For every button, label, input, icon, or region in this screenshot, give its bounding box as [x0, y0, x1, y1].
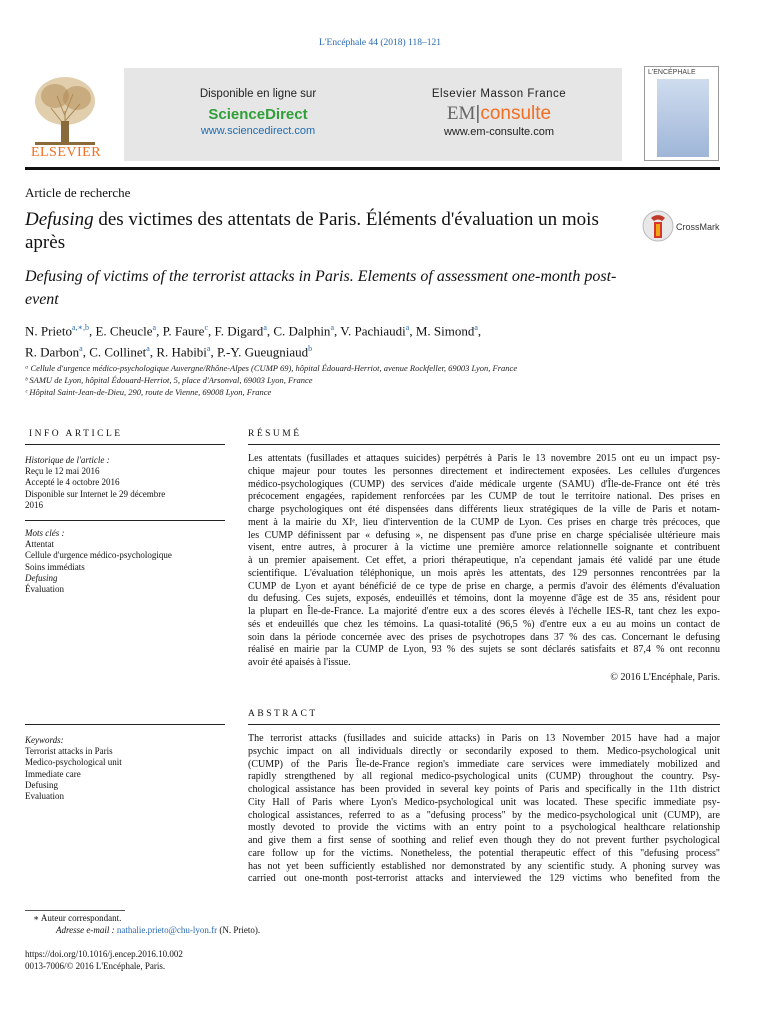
cover-image — [657, 79, 709, 157]
abstract-text — [248, 733, 720, 886]
history-list — [25, 466, 225, 511]
mots-cles-item: Attentat — [25, 539, 54, 550]
author-separator: , — [266, 323, 274, 339]
abstract-line: chological assistance has been provided in several key points of Paris and specifically in the 11th district — [248, 784, 720, 795]
author-affiliation-marker[interactable]: a — [152, 323, 157, 332]
author-affiliation-marker[interactable]: a — [206, 344, 211, 354]
em-publisher-label: Elsevier Masson France — [431, 88, 567, 100]
keyword-item: Evaluation — [25, 791, 64, 802]
mots-cles-item: Defusing — [25, 572, 58, 583]
keywords-label: Keywords: — [25, 735, 64, 745]
author-affiliation-marker[interactable]: a,∗,b — [71, 323, 89, 332]
abstract-line: care follow up for the victims. Nonetheless, the potential therapeutic effect of this "defusing process" — [248, 847, 720, 859]
keywords-block — [25, 735, 225, 802]
sciencedirect-logo: ScienceDirect — [208, 106, 308, 123]
em-consulte-logo: EM|consulte — [446, 103, 552, 124]
corresponding-author-note: ∗ Auteur correspondant. — [33, 913, 122, 923]
abstract-line: chological assistances, referred to as a "defusing process" by the medico-psychological unit (CUMP), are — [248, 809, 720, 821]
resume-line: avoir été apaisés à l'issue. — [248, 657, 351, 668]
title-french: Defusing des victimes des attentats de Paris. Éléments d'évaluation un mois après — [25, 209, 599, 253]
keyword-item: Defusing — [25, 779, 58, 790]
author-list — [25, 319, 625, 362]
author-name: P.-Y. Gueugniaud — [216, 344, 309, 360]
resume-line: CUMP de Lyon et ayant bénéficié de ce type de prise en charge, a permis d'avoir des éléments d'évaluation — [248, 580, 720, 592]
mots-cles-label: Mots clés : — [25, 528, 65, 538]
article-history — [25, 455, 225, 511]
keyword-item: Medico-psychological unit — [25, 757, 122, 768]
author-separator: , — [208, 323, 215, 339]
abstract-line: mostly devoted to provide the victims with an entry point to a psychological healthcare relationship — [248, 822, 720, 834]
author-affiliation-marker[interactable]: a — [146, 344, 150, 354]
header-rule — [25, 167, 720, 170]
affiliation-b: ᵇ SAMU de Lyon, hôpital Édouard-Herriot, 5, place d'Arsonval, 69003 Lyon, France — [25, 375, 313, 385]
resume-line: ment à la mairie du XIᵉ, lieu d'intervention de la CUMP de Lyon. Ces prises en charge très précoces, que — [248, 516, 720, 528]
history-item: Reçu le 12 mai 2016 — [25, 466, 100, 477]
resume-text — [248, 453, 720, 670]
journal-cover-thumbnail — [644, 66, 719, 161]
footnote-rule — [25, 910, 125, 911]
journal-reference[interactable]: L'Encéphale 44 (2018) 118–121 — [319, 38, 441, 48]
article-type: Article de recherche — [25, 185, 131, 200]
issn-line: 0013-7006/© 2016 L'Encéphale, Paris. — [25, 961, 166, 971]
resume-line: précocement engagées, rapidement renforcées par les CUMP de tout le territoire national. Des prises en — [248, 491, 720, 503]
sciencedirect-block — [168, 88, 348, 137]
author-affiliation-marker[interactable]: c — [204, 323, 209, 332]
author-name: E. Cheucle — [95, 323, 153, 339]
history-item: Accepté le 4 octobre 2016 — [25, 477, 120, 488]
abstract-line: rapidly strengthened by all regional medico-psychological units (CUMP) throughout the country. Psy- — [248, 771, 720, 783]
author-name: F. Digard — [214, 323, 264, 339]
author-name: P. Faure — [162, 323, 205, 339]
authors-line-2 — [25, 340, 625, 361]
mots-cles-block — [25, 528, 225, 595]
resume-line: sés et endeuillés que chez les témoins. La quasi-totalité (96,5 %) d'entre eux a eu au moins un contact de — [248, 618, 720, 630]
email-link[interactable]: nathalie.prieto@chu-lyon.fr — [116, 925, 218, 935]
author-separator: , — [409, 323, 416, 339]
author-separator: , — [88, 323, 96, 339]
resume-line: du defusing. Ces sujets, exposés, endeuillés et témoins, dont la moyenne d'âge est de 35 ans, résident pour — [248, 593, 720, 605]
abstract-line: The terrorist attacks (fusillades and suicide attacks) in Paris on 13 November 2015 have had a major — [248, 733, 720, 744]
author-name: R. Darbon — [25, 344, 80, 360]
abstract-rule — [248, 724, 720, 725]
mots-cles-item: Évaluation — [25, 584, 64, 595]
resume-line: à un premier apaisement. Cet effet, a priori thérapeutique, n'a cependant jamais été validé par une étude — [248, 555, 720, 566]
resume-line: soin dans la période concernée avec des prises de psychotropes dans 37 % des cas. Concernant le defusing — [248, 631, 720, 643]
keyword-item: Terrorist attacks in Paris — [25, 746, 113, 757]
author-name: C. Dalphin — [273, 323, 331, 339]
publisher-logo-text: ELSEVIER — [30, 145, 102, 160]
copyright-notice: © 2016 L'Encéphale, Paris. — [610, 672, 720, 683]
cover-title: L'ENCÉPHALE — [648, 69, 696, 76]
resume-line: réalisé en mairie par la CUMP de Lyon, 93 % des sujets se sont déclarés satisfaits et 87,4 % ont reconnu — [248, 644, 720, 656]
authors-line-1 — [25, 319, 625, 340]
history-rule — [25, 520, 225, 521]
sd-available-label: Disponible en ligne sur — [199, 88, 317, 100]
resume-line: visent, entre autres, à procurer à la victime une première amorce relationnelle soignante et contribuent — [248, 542, 720, 554]
sciencedirect-link[interactable]: www.sciencedirect.com — [200, 125, 316, 137]
author-separator: , — [156, 323, 163, 339]
mots-cles-list — [25, 539, 225, 595]
author-name: R. Habibi — [156, 344, 207, 360]
author-affiliation-marker[interactable]: a — [79, 344, 83, 354]
resume-line: la plupart en Île-de-France. La majorité d'entre eux a des scores élevés à l'échelle IES-R, tant chez les expo- — [248, 606, 720, 617]
abstract-line: carried out one-month post-terrorist attacks and interviewed the 129 victims who benefited from the — [248, 873, 720, 885]
history-item: 2016 — [25, 499, 43, 510]
info-rule — [25, 444, 225, 445]
crossmark-label[interactable]: CrossMark — [676, 222, 720, 232]
keyword-item: Immediate care — [25, 768, 81, 779]
history-label: Historique de l'article : — [25, 455, 110, 465]
author-affiliation-marker[interactable]: a — [474, 323, 478, 332]
abstract-heading: ABSTRACT — [248, 709, 318, 719]
abstract-line: psychic impact on all individuals directly or secondarily exposed to them. Medico-psychological unit — [248, 745, 720, 757]
resume-line: chique majeur pour toutes les personnes directement et indirectement exposées. Les cellules d'urgences — [248, 465, 720, 477]
author-separator: , — [149, 344, 157, 360]
author-name: M. Simond — [415, 323, 475, 339]
title-english: Defusing of victims of the terrorist attacks in Paris. Elements of assessment one-month post-event — [25, 268, 617, 308]
abstract-line: (CUMP) of the Paris Île-de-France region's immediate care services were immediately mobilized and — [248, 758, 720, 770]
em-consulte-link[interactable]: www.em-consulte.com — [443, 126, 555, 138]
author-separator: , — [210, 344, 217, 360]
crossmark-icon[interactable] — [642, 210, 674, 242]
affiliation-a: ᵃ Cellule d'urgence médico-psychologique Auvergne/Rhône-Alpes (CUMP 69), hôpital Édouard-Herriot, avenue Rockfeller, 69003 Lyon, France — [25, 363, 518, 373]
resume-line: médico-psychologiques (CUMP) des services d'aide médicale urgente (SAMU) d'Île-de-France ont été très — [248, 478, 720, 490]
keywords-list — [25, 746, 225, 802]
author-affiliation-marker[interactable]: b — [308, 344, 313, 354]
abstract-line: has not yet been sufficiently established nor demonstrated by any scientific study. A phoning survey was — [248, 860, 720, 872]
resume-line: charge psychologiques ont été dispensées dans différents lieux stratégiques de la ville de Paris et notam- — [248, 504, 720, 515]
em-consulte-block — [414, 88, 584, 138]
resume-line: les CUMP définissent par « defusing », ne dispensent pas d'une prise en charge spécialisée ultérieure mais — [248, 529, 720, 541]
abstract-line: City Hall of Paris where Lyon's Medico-psychological unit was located. These specific immediate psy- — [248, 796, 720, 808]
abstract-line: and give them a first sense of soothing and relief even though they do not prevent further psychological — [248, 835, 720, 846]
resume-heading: RÉSUMÉ — [248, 429, 302, 439]
email-footnote: Adresse e-mail : nathalie.prieto@chu-lyon.fr (N. Prieto). — [56, 925, 261, 935]
author-separator: , — [334, 323, 341, 339]
info-article-heading: INFO ARTICLE — [29, 429, 123, 439]
mots-cles-item: Cellule d'urgence médico-psychologique — [25, 550, 172, 561]
keywords-rule — [25, 724, 225, 725]
author-separator: , — [477, 323, 482, 339]
author-name: C. Collinet — [89, 344, 147, 360]
resume-rule — [248, 444, 720, 445]
author-separator: , — [82, 344, 90, 360]
resume-line: Les attentats (fusillades et attaques suicides) perpétrés à Paris le 13 novembre 2015 ont eu un impact psy- — [248, 453, 720, 464]
author-affiliation-marker[interactable]: a — [330, 323, 334, 332]
history-item: Disponible sur Internet le 29 décembre — [25, 488, 166, 499]
author-affiliation-marker[interactable]: a — [405, 323, 410, 332]
doi-link[interactable]: https://doi.org/10.1016/j.encep.2016.10.002 — [25, 949, 183, 959]
author-name: V. Pachiaudi — [340, 323, 406, 339]
mots-cles-item: Soins immédiats — [25, 561, 85, 572]
resume-line: scientifique. L'évaluation téléphonique, un mois après les attentats, des 129 personnes rencontrées par la — [248, 567, 720, 579]
affiliation-c: ᶜ Hôpital Saint-Jean-de-Dieu, 290, route de Vienne, 69008 Lyon, France — [25, 387, 272, 397]
author-name: N. Prieto — [25, 323, 72, 339]
author-affiliation-marker[interactable]: a — [263, 323, 267, 332]
